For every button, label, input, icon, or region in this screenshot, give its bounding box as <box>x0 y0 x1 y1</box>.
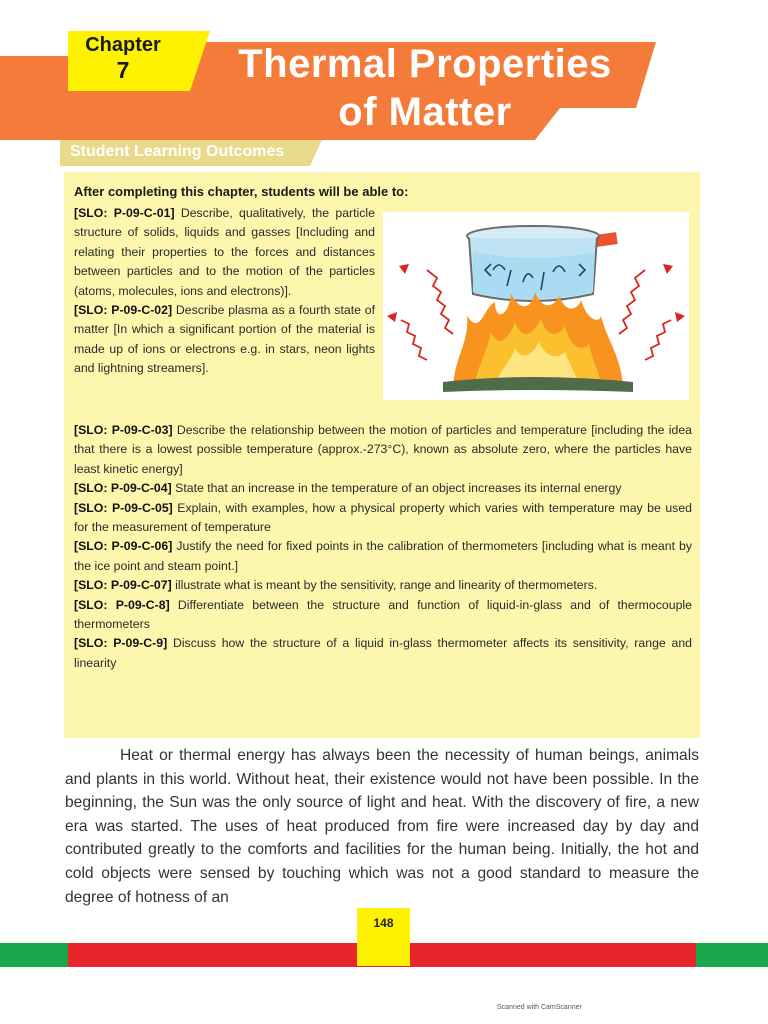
scanner-watermark: Scanned with CamScanner <box>497 1004 582 1011</box>
slo-description: Differentiate between the structure and function of liquid-in-glass and of thermocouple thermometers <box>74 597 693 632</box>
chapter-badge-tail <box>170 31 210 91</box>
slo-code: [SLO: P-09-C-05] <box>74 500 173 515</box>
slo-code: [SLO: P-09-C-04] <box>74 481 172 496</box>
outcomes-intro: After completing this chapter, students will be able to: <box>74 184 409 199</box>
heating-pan-illustration <box>383 212 689 400</box>
slo-description: Discuss how the structure of a liquid in-glass thermometer affects its sensitivity, range and linearity <box>74 636 692 670</box>
chapter-number: 7 <box>116 57 130 83</box>
pan-icon <box>467 226 599 301</box>
slo-item <box>74 499 692 538</box>
slo-code: [SLO: P-09-C-06] <box>74 539 173 554</box>
slo-item <box>74 537 692 576</box>
chapter-label: Chapter <box>85 34 161 56</box>
slo-item <box>74 634 692 673</box>
slo-code: [SLO: P-09-C-8] <box>74 597 170 612</box>
slo-list-wide <box>74 421 692 673</box>
chapter-title-line2: of Matter <box>338 90 512 134</box>
slo-item <box>74 421 692 479</box>
slo-code: [SLO: P-09-C-07] <box>74 578 172 593</box>
slo-description: illustrate what is meant by the sensitivity, range and linearity of thermometers. <box>175 578 598 593</box>
slo-item <box>74 479 692 498</box>
slo-description: State that an increase in the temperature of an object increases its internal energy <box>175 481 622 496</box>
slo-item <box>74 576 692 595</box>
slo-description: Explain, with examples, how a physical property which varies with temperature may be used for the measurement of temperature <box>74 500 692 535</box>
slo-item <box>74 596 692 635</box>
chapter-title-line1: Thermal Properties <box>238 42 612 86</box>
slo-description: Describe, qualitatively, the particle structure of solids, liquids and gasses [Including and relating their properties to the forces and distances between particles and to the motion of the particles (atoms, molecules, ions and electrons)]. <box>74 206 376 298</box>
page-number: 148 <box>373 916 394 930</box>
slo-section-title: Student Learning Outcomes <box>70 143 285 160</box>
slo-item <box>74 301 375 379</box>
slo-code: [SLO: P-09-C-9] <box>74 636 168 651</box>
slo-description: Justify the need for fixed points in the calibration of thermometers [including what is meant by the ice point and steam point.] <box>74 539 693 573</box>
slo-code: [SLO: P-09-C-02] <box>74 303 173 318</box>
slo-code: [SLO: P-09-C-03] <box>74 423 173 437</box>
slo-description: Describe plasma as a fourth state of matter [In which a significant portion of the material is made up of ions or electrons e.g. in stars, neon lights and lightning streamers]. <box>74 303 375 376</box>
slo-item <box>74 204 375 301</box>
slo-description: Describe the relationship between the motion of particles and temperature [including the idea that there is a lowest possible temperature (approx.-273°C), known as absolute zero, where the particles have least kinetic energy] <box>74 423 693 476</box>
intro-paragraph: Heat or thermal energy has always been the necessity of human beings, animals and plants in this world. Without heat, their existence would not have been possible. In the beginning, the Sun was the only source of light and heat. With the discovery of fire, a new era was started. The uses of heat produced from fire were increased day by day and contributed greatly to the comforts and facilities for the human being. Initially, the hot and cold objects were sensed by touching which was not a good standard to measure the degree of hotness of an <box>65 747 699 906</box>
slo-list-narrow <box>74 204 375 379</box>
slo-code: [SLO: P-09-C-01] <box>74 206 175 220</box>
